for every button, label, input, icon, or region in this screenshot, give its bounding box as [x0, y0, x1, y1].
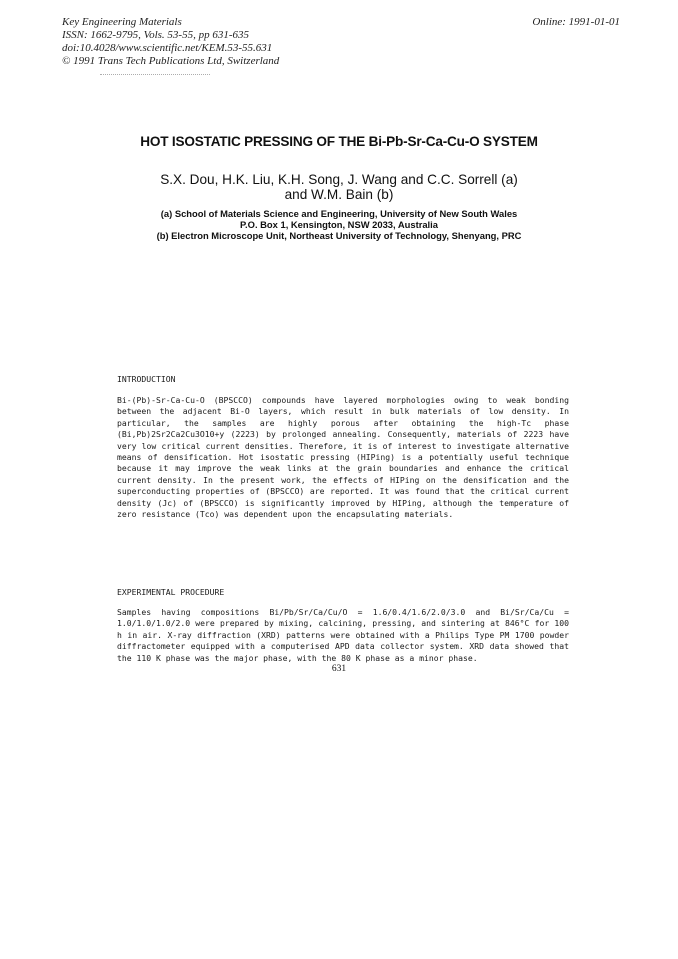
affiliation-a: (a) School of Materials Science and Engineering, University of New South Wales	[160, 208, 518, 219]
paper-title: HOT ISOSTATIC PRESSING OF THE Bi-Pb-Sr-Ca-Cu-O SYSTEM	[140, 134, 538, 149]
online-date: Online: 1991-01-01	[532, 16, 620, 28]
journal-name: Key Engineering Materials	[62, 16, 182, 28]
authors-line-1: S.X. Dou, H.K. Liu, K.H. Song, J. Wang and C.C. Sorrell (a)	[160, 172, 518, 187]
affiliations	[60, 208, 618, 242]
issn-line: ISSN: 1662-9795, Vols. 53-55, pp 631-635	[62, 29, 249, 41]
experimental-paragraph: Samples having compositions Bi/Pb/Sr/Ca/Cu/O = 1.6/0.4/1.6/2.0/3.0 and Bi/Sr/Ca/Cu = 1.0/1.0/1.0/2.0 were prepared by mixing, calcining, pressing, and sintering at 846°C for 100 h in air. X-ray diffraction (XRD) patterns were obtained with a Philips Type PM 1700 powder diffractometer equipped with a computerised APD data collector system. XRD data showed that the 110 K phase was the major phase, with the 80 K phase as a minor phase.	[117, 607, 569, 663]
section-heading-introduction: INTRODUCTION	[117, 374, 176, 384]
section-heading-experimental: EXPERIMENTAL PROCEDURE	[117, 587, 225, 597]
experimental-body	[117, 607, 569, 664]
scan-smudge	[100, 74, 210, 77]
introduction-body	[117, 395, 569, 520]
doi-line: doi:10.4028/www.scientific.net/KEM.53-55.631	[62, 42, 273, 54]
introduction-paragraph: Bi-(Pb)-Sr-Ca-Cu-O (BPSCCO) compounds have layered morphologies owing to weak bonding between the adjacent Bi-O layers, which result in bulk materials of low density. In particular, the samples are highly porous after obtaining the high-Tc phase (Bi,Pb)2Sr2Ca2Cu3O10+y (2223) by prolonged annealing. Consequently, materials of 2223 have very low critical current densities. Therefore, it is of interest to investigate alternative means of densification. Hot isostatic pressing (HIPing) is a potentially useful technique because it may improve the weak links at the grain boundaries and enhance the critical current density. In the present work, the effects of HIPing on the densification and the superconducting properties of (BPSCCO) are reported. It was found that the critical current density (Jc) of (BPSCCO) is significantly improved by HIPing, although the temperature of zero resistance (Tco) was dependent upon the encapsulating materials.	[117, 395, 569, 520]
journal-header	[62, 16, 279, 68]
copyright-line: © 1991 Trans Tech Publications Ltd, Switzerland	[62, 55, 280, 67]
page-number: 631	[331, 664, 347, 674]
affiliation-b: (b) Electron Microscope Unit, Northeast University of Technology, Shenyang, PRC	[156, 230, 522, 242]
author-list	[60, 172, 618, 202]
affiliation-a-address: P.O. Box 1, Kensington, NSW 2033, Australia	[240, 219, 438, 231]
title-block	[60, 134, 618, 242]
authors-line-2: and W.M. Bain (b)	[284, 187, 394, 202]
